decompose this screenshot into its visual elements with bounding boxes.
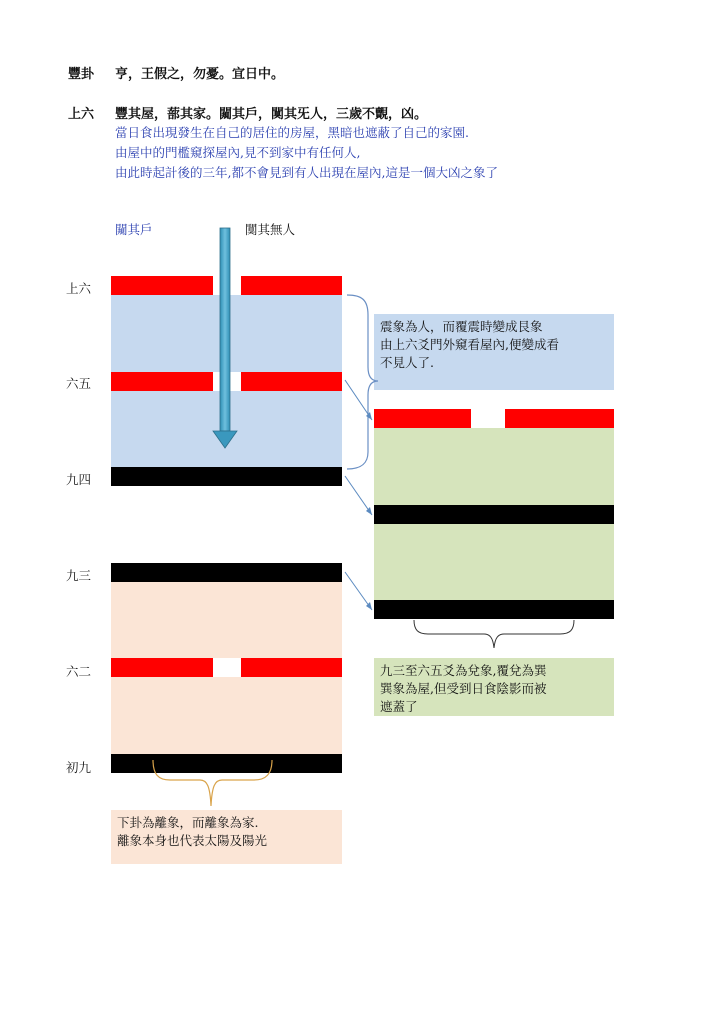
note-middle-dui-xun: 九三至六五爻為兌象,覆兌為巽 巽象為屋,但受到日食陰影而被 遮蓋了 xyxy=(374,658,614,716)
inner-trigram-brace xyxy=(414,620,574,648)
line-name-shangliu: 上六 xyxy=(66,281,92,296)
label-peek-door: 闚其戶 xyxy=(115,222,153,237)
note-upper-zhen-gen: 震象為人，而覆震時變成艮象 由上六爻門外窺看屋內,便變成看 不見人了. xyxy=(374,314,614,390)
line-name-jiusan: 九三 xyxy=(66,568,92,583)
gua-judgment: 亨，王假之，勿憂。宜日中。 xyxy=(115,67,285,82)
line-name-liuwu: 六五 xyxy=(66,376,92,391)
lower-trigram-brace xyxy=(153,760,272,806)
explanation-line-1: 當日食出現發生在自己的居住的房屋，黑暗也遮蔽了自己的家園. xyxy=(115,125,469,140)
line-label-top: 上六 xyxy=(68,107,95,122)
line-name-liuer: 六二 xyxy=(66,664,92,679)
explanation-line-2: 由屋中的門檻窺探屋內,見不到家中有任何人, xyxy=(115,145,361,160)
upper-trigram-brace xyxy=(347,295,378,469)
down-arrow-icon xyxy=(213,228,237,448)
line-statement: 豐其屋，蔀其家。闚其戶，闃其旡人，三歲不覿，凶。 xyxy=(115,107,428,122)
explanation-line-3: 由此時起計後的三年,都不會見到有人出現在屋內,這是一個大凶之象了 xyxy=(115,165,498,180)
gua-name: 豐卦 xyxy=(68,67,95,82)
line-name-jiusi: 九四 xyxy=(66,472,92,487)
label-no-one: 闃其無人 xyxy=(245,222,296,237)
note-lower-li: 下卦為離象，而離象為家. 離象本身也代表太陽及陽光 xyxy=(111,810,342,864)
line-name-chujiu: 初九 xyxy=(66,760,92,775)
